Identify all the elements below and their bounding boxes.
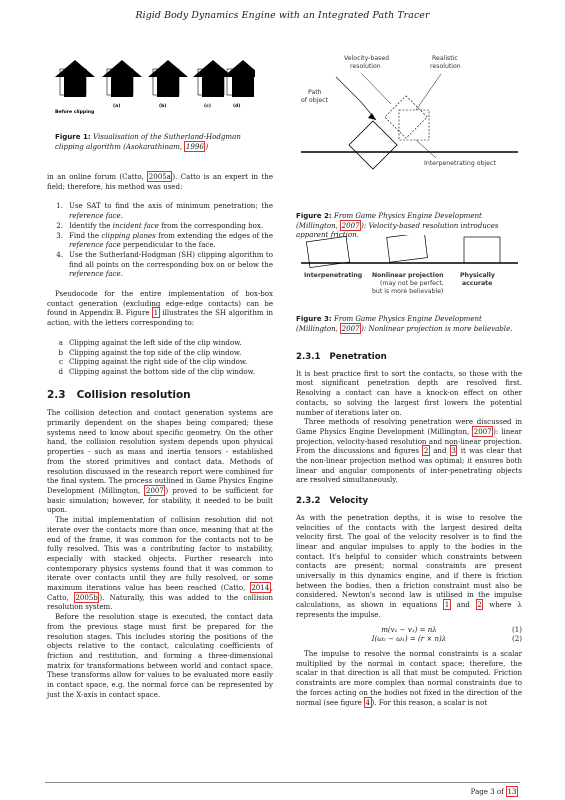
before-clipping-shape	[55, 60, 95, 97]
fig3-label-physically: Physically	[460, 272, 495, 279]
nonlinear-shape	[387, 235, 428, 262]
fig1-citation-link[interactable]: 1996	[185, 141, 204, 151]
accurate-shape	[464, 237, 500, 263]
figure-4-ref-link[interactable]: 4	[365, 697, 370, 707]
method-steps-list	[47, 201, 273, 279]
page-number: Page 3 of 13	[470, 787, 517, 796]
equation-2-ref-link[interactable]: 2	[477, 600, 482, 610]
fig2-label-path: Path	[308, 89, 322, 96]
figure-1-image	[55, 55, 255, 125]
fig3-label-believable: but is more believable)	[372, 288, 444, 295]
fig3-citation-link[interactable]: 2007	[341, 323, 360, 333]
equation-1: m(v₂ − v₁) = nλ (1)	[381, 624, 522, 634]
list-item: 2. Identify the incident face from the corresponding box.	[56, 220, 264, 230]
fig3-label-nonlinear: Nonlinear projection	[372, 272, 444, 279]
list-item: 4. Use the Sutherland-Hodgman (SH) clipping algorithm to find all points on the corresponding box on or below the reference face.	[56, 249, 273, 279]
figure-3-image	[296, 235, 521, 305]
velocity-paragraph-2: The impulse to resolve the normal constraints is a scalar multiplied by the normal in contact space; therefore, the scalar in that direction is all that must be computed. Friction constraints are more complex than normal constraints due to the forces acting on the bodies not fixed in the direction of the normal (see figure 4 ). For this reason, a scalar is not	[296, 648, 522, 707]
p2-citation-link-1[interactable]: 2014	[251, 583, 270, 593]
interpenetrating-box	[349, 121, 397, 169]
fig1-label-c: (c)	[204, 104, 211, 109]
subsection-heading-penetration: 2.3.1 Penetration	[296, 352, 387, 362]
fig2-label-interpen: Interpenetrating object	[424, 160, 496, 167]
pseudocode-paragraph: Pseudocode for the entire implementation of box-box contact generation (excluding edge-edge contacts) can be found in Appendix B. Figure 1 illustrates the SH algorithm in action, with the letters corresponding to:	[47, 289, 274, 328]
fig2-label-resolution: resolution	[350, 63, 381, 70]
fig1-label-b: (b)	[159, 104, 167, 109]
fig2-label-resolution-2: resolution	[430, 63, 461, 70]
figure-2-ref-link[interactable]: 2	[423, 446, 429, 456]
right-column	[296, 353, 522, 707]
intro-paragraph: in an online forum (Catto, 2005a ). Catto is an expert in the field; therefore, his method was used:	[47, 172, 273, 191]
fig2-label-of-object: of object	[301, 97, 328, 104]
fig2-label-realistic: Realistic	[432, 55, 458, 62]
figure-2-image	[296, 52, 521, 172]
list-item: 1. Use SAT to find the axis of minimum penetration; the reference face.	[56, 201, 273, 221]
figure-3-ref-link[interactable]: 3	[451, 446, 456, 456]
resolution-paragraph-1: The collision detection and contact generation systems are primarily dependent on the shapes being compared; these systems need to know about specific geometry. On the other hand, the collision resolution system depends upon physical properties - such as mass and inertia tensors - established from the stored primitives and contact data. Methods of resolution discussed in the research report were combined for the final system. The process outlined in Game Physics Engine Development (Millington, 2007 ) proved to be sufficient for basic simulation; however, for stability, it needed to be built upon.	[47, 408, 273, 515]
list-item: a Clipping against the left side of the clip window.	[58, 337, 242, 347]
velocity-paragraph-1: As with the penetration depths, it is wise to resolve the velocities of the contacts with the largest desired delta velocity first. The goal of the velocity resolver is to find the linear and angular impulses to apply to the bodies in the contact. It's helpful to consider which constraints between contacts are present; normal constraints are present universally in this dynamics engine, and if there is friction between the bodies, then a friction constraint must also be considered. Newton's second law is utilised in the impulse calculations, as shown in equations 1 and 2 where λ represents the impulse.	[296, 512, 522, 619]
clip-b-shape	[148, 60, 188, 97]
equation-2: I(ω₂ − ω₁) = (r × n)λ (2)	[371, 634, 522, 644]
left-column	[47, 172, 273, 699]
list-item: b Clipping against the top side of the clip window.	[58, 347, 242, 357]
fig2-citation-link[interactable]: 2007	[341, 220, 360, 230]
pen-citation-link[interactable]: 2007	[473, 426, 492, 436]
nonlinear-projection-diagram	[296, 235, 521, 305]
intro-citation-link[interactable]: 2005a	[148, 172, 171, 181]
fig3-label-interpenetrating: Interpenetrating	[304, 272, 363, 279]
penetration-paragraph-2: Three methods of resolving penetration were discussed in Game Physics Engine Development (Millington, 2007 ): linear projection, velocity-based resolution and non-linear projection. From the discussions and figures 2 and 3 it was clear that the non-linear projection method was optimal; it ensures both linear and angular components of inter-penetrating objects are resolved simultaneously.	[296, 417, 523, 485]
fig1-label-a: (a)	[113, 104, 121, 109]
figure-1-ref-link[interactable]: 1	[153, 308, 159, 318]
fig3-label-accurate: accurate	[462, 280, 493, 287]
section-heading: 2.3 Collision resolution	[47, 388, 191, 401]
running-header: Rigid Body Dynamics Engine with an Integrated Path Tracer	[135, 10, 430, 21]
clip-steps-list	[47, 338, 273, 377]
equation-1-ref-link[interactable]: 1	[444, 600, 450, 610]
fig1-label-before: Before clipping	[55, 110, 95, 115]
subsection-heading-velocity: 2.3.2 Velocity	[296, 496, 369, 507]
penetration-paragraph-1: It is best practice first to sort the contacts, so those with the most significant penetration depth are resolved first. Resolving a contact can have a knock-on effect on other contacts, so solving the largest first lowers the potential number of iterations later on.	[296, 368, 522, 417]
sutherland-hodgman-diagram	[55, 55, 255, 125]
list-item: 3. Find the clipping planes from extending the edges of the reference face perpendicular to the face.	[56, 230, 273, 250]
resolution-paragraph-3: Before the resolution stage is executed, the contact data from the previous stage must first be prepared for the resolution stages. This includes storing the positions of the objects relative to the contact, calculating coefficients of friction and restitution, and forming a three-dimensional matrix for transformations between world and contact space. These transforms allow for values to be evaluated more easily in contact space, e.g. the normal force can be represented by just the X-axis in contact space.	[47, 612, 273, 699]
fig1-label-d: (d)	[233, 104, 241, 109]
figure-3-caption: Figure 3: From Game Physics Engine Development (Millington, 2007 ): Nonlinear projection is more believable.	[296, 314, 513, 333]
clip-d-shape	[223, 60, 255, 97]
total-pages-link[interactable]: 13	[507, 787, 517, 796]
p1-citation-link[interactable]: 2007	[145, 485, 164, 495]
fig3-label-maynot: (may not be perfect,	[380, 280, 444, 287]
clip-a-shape	[102, 60, 142, 97]
figure-2-caption: Figure 2: From Game Physics Engine Development (Millington, 2007 ): Velocity-based resolution introduces apparent friction.	[296, 211, 499, 240]
fig2-label-velocity: Velocity-based	[344, 55, 390, 62]
footer-rule	[45, 782, 520, 783]
resolution-paragraph-2: The initial implementation of collision resolution did not iterate over the contacts more than once, meaning that at the end of the frame, it was common for the contacts not to be fully resolved. This was a contributing factor to instability, especially with stacked objects. Further research into contemporary physics systems found that it was common to iterate over contacts until they are fully resolved, or some maximum iterations value has been reached (Catto, 2014 , Catto, 2005b ). Naturally, this was added to the collision resolution system.	[47, 515, 273, 612]
figure-1-caption: Figure 1: Visualisation of the Sutherland-Hodgman clipping algorithm (Asokarathinam, 1996 )	[55, 132, 241, 151]
p2-citation-link-2[interactable]: 2005b	[75, 592, 98, 602]
list-item: d Clipping against the bottom side of the clip window.	[58, 366, 256, 376]
list-item: c Clipping against the right side of the clip window.	[59, 357, 248, 367]
velocity-resolution-diagram	[296, 52, 521, 172]
